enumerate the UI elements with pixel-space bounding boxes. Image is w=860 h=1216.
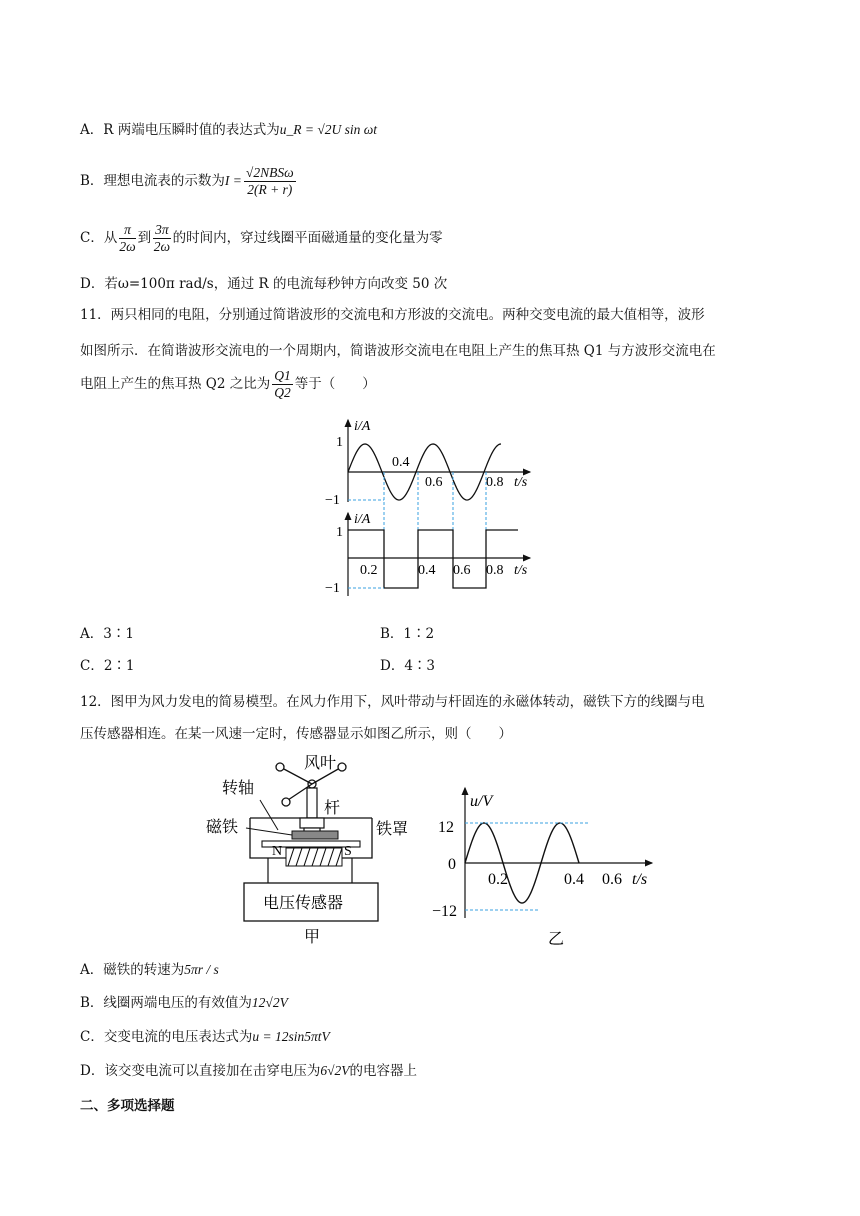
formula: 6√2V [320, 1063, 350, 1078]
option-text: R 两端电压瞬时值的表达式为 [103, 122, 280, 138]
fig-yi [430, 748, 660, 948]
option-text: B．线圈两端电压的有效值为 [80, 995, 252, 1011]
fan-blade-tip [338, 763, 346, 771]
yi-tick-04: 0.4 [564, 871, 584, 888]
label-tiezhao: 铁罩 [376, 821, 409, 838]
q10-option-c [80, 222, 443, 255]
option-text: 理想电流表的示数为 [103, 173, 225, 189]
yi-tick-m12: −12 [432, 903, 458, 920]
formula: 12√2V [251, 995, 288, 1010]
caption-jia: 甲 [304, 929, 321, 946]
q11-option-b: B．1∶2 [380, 626, 435, 642]
yi-tick-12: 12 [438, 819, 454, 836]
top-x-label: t/s [514, 475, 528, 490]
bottom-tick-06: 0.6 [453, 563, 471, 578]
q12-option-a [80, 958, 219, 978]
q12-option-d [80, 1059, 417, 1079]
label-zhuanzhou: 转轴 [222, 780, 255, 797]
label-fengye: 风叶 [304, 755, 337, 772]
fraction-denominator: 2(R + r) [247, 182, 293, 197]
top-tick-06: 0.6 [425, 475, 443, 490]
option-text: 到 [137, 230, 152, 246]
formula: 5πr / s [184, 962, 219, 977]
fraction-denominator: Q2 [274, 385, 291, 400]
bottom-tick-02: 0.2 [360, 563, 378, 578]
label-citie: 磁铁 [206, 819, 239, 836]
formula-lhs: I = [224, 173, 242, 188]
q10-option-d [80, 272, 447, 292]
q12-option-b [80, 991, 288, 1011]
q11-graphs [318, 410, 538, 610]
option-text: 的时间内，穿过线圈平面磁通量的变化量为零 [172, 230, 443, 246]
top-tick-1: 1 [336, 435, 343, 450]
bottom-tick-08: 0.8 [486, 563, 504, 578]
option-text: D．该交变电流可以直接加在击穿电压为 [80, 1063, 321, 1079]
label-N: N [272, 844, 283, 859]
yi-tick-06: 0.6 [602, 871, 622, 888]
bottom-tick-04: 0.4 [418, 563, 436, 578]
q11-option-d: D．4∶3 [380, 658, 436, 674]
q-ratio-fraction [272, 368, 293, 401]
formula: u = 12sin5πtV [252, 1029, 330, 1044]
formula-fraction [244, 165, 296, 198]
top-tick-04: 0.4 [392, 455, 410, 470]
top-tick-m1: −1 [325, 493, 340, 508]
fraction-numerator: √2NBSω [245, 165, 294, 180]
fraction-2 [153, 222, 171, 255]
label-S: S [344, 844, 352, 859]
fraction-numerator: Q1 [274, 368, 291, 383]
stem-text: 电阻上产生的焦耳热 Q2 之比为 [80, 376, 271, 392]
option-text: A．磁铁的转速为 [80, 962, 185, 978]
top-tick-08: 0.8 [486, 475, 504, 490]
bottom-x-label: t/s [514, 563, 528, 578]
q11-stem-line-2: 如图所示．在简谐波形交流电的一个周期内，简谐波形交流电在电阻上产生的焦耳热 Q1 与方波形交流电在 [80, 343, 716, 359]
bottom-y-label: i/A [354, 512, 371, 527]
fraction-1 [119, 222, 135, 255]
option-text: 从 [103, 230, 118, 246]
yi-tick-0: 0 [448, 856, 456, 873]
q11-stem-line-3 [80, 368, 376, 401]
option-prefix: B． [80, 173, 104, 189]
fraction-denominator: 2ω [153, 239, 171, 254]
q10-option-b [80, 165, 298, 198]
rod [307, 788, 317, 818]
option-text: C．交变电流的电压表达式为 [80, 1029, 253, 1045]
option-text: 的电容器上 [349, 1063, 417, 1079]
q12-stem-line-2: 压传感器相连。在某一风速一定时，传感器显示如图乙所示，则（ ） [80, 726, 512, 742]
option-text: 若ω=100π rad/s，通过 R 的电流每秒钟方向改变 50 次 [104, 276, 448, 292]
stem-text: 等于（ ） [294, 376, 376, 392]
q10-option-a [80, 118, 377, 138]
caption-yi: 乙 [548, 931, 565, 948]
fraction-numerator: 3π [155, 222, 169, 237]
yi-x-label: t/s [632, 871, 648, 888]
option-prefix: A． [80, 122, 104, 138]
q12-stem-line-1: 12．图甲为风力发电的简易模型。在风力作用下，风叶带动与杆固连的永磁体转动，磁铁下方的线圈与电 [80, 694, 705, 710]
label-gan: 杆 [324, 800, 341, 817]
q12-option-c [80, 1025, 330, 1045]
magnet [292, 831, 338, 839]
top-y-label: i/A [354, 419, 371, 434]
bottom-tick-1: 1 [336, 525, 343, 540]
q11-option-c: C．2∶1 [80, 658, 135, 674]
fraction-denominator: 2ω [119, 239, 136, 254]
q11-option-a: A．3∶1 [80, 626, 134, 642]
section-heading: 二、多项选择题 [80, 1098, 175, 1114]
fig-jia [200, 748, 410, 948]
yi-y-label: u/V [470, 793, 493, 810]
label-sensor: 电压传感器 [263, 895, 344, 912]
yi-tick-02: 0.2 [488, 871, 508, 888]
fan-blade-tip [276, 763, 284, 771]
formula: u_R = √2U sin ωt [279, 122, 378, 137]
bottom-tick-m1: −1 [325, 581, 340, 596]
square-wave [348, 530, 518, 588]
q11-stem-line-1: 11．两只相同的电阻，分别通过简谐波形的交流电和方形波的交流电。两种交变电流的最大值相等，波形 [80, 307, 705, 323]
fan-blade-tip [282, 798, 290, 806]
fraction-numerator: π [119, 222, 135, 239]
option-prefix: D． [80, 276, 105, 292]
option-prefix: C． [80, 230, 104, 246]
